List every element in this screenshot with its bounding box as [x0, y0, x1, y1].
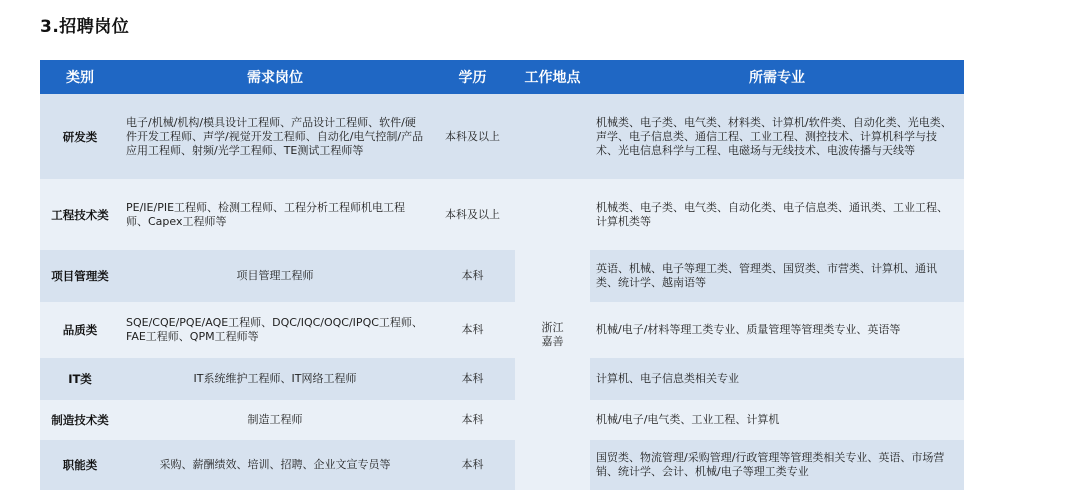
row-position: SQE/CQE/PQE/AQE工程师、DQC/IQC/OQC/IPQC工程师、FAE工程师、QPM工程师等: [120, 302, 430, 358]
recruitment-table: [40, 60, 964, 490]
header-position: 需求岗位: [120, 60, 430, 94]
table-header-row: [40, 60, 964, 94]
row-major: 国贸类、物流管理/采购管理/行政管理等管理类相关专业、英语、市场营销、统计学、会计、机械/电子等理工类专业: [590, 440, 964, 490]
row-education: 本科: [430, 400, 515, 440]
table-row: [40, 94, 964, 179]
location-cell: [515, 179, 590, 490]
row-category: IT类: [40, 358, 120, 400]
header-location: 工作地点: [515, 60, 590, 94]
row-education: 本科: [430, 302, 515, 358]
row-major: 机械/电子/材料等理工类专业、质量管理等管理类专业、英语等: [590, 302, 964, 358]
row-major: 机械/电子/电气类、工业工程、计算机: [590, 400, 964, 440]
table-row: [40, 302, 964, 358]
section-title: 3.招聘岗位: [40, 17, 130, 37]
row-category: 研发类: [40, 94, 120, 179]
row-major: 计算机、电子信息类相关专业: [590, 358, 964, 400]
row-major: 机械类、电子类、电气类、自动化类、电子信息类、通讯类、工业工程、计算机类等: [590, 179, 964, 250]
row-category: 项目管理类: [40, 250, 120, 302]
table-row: [40, 440, 964, 490]
row-position: 制造工程师: [120, 400, 430, 440]
row-position: PE/IE/PIE工程师、检测工程师、工程分析工程师机电工程师、Capex工程师等: [120, 179, 430, 250]
location-blank-cell: [515, 94, 590, 179]
row-education: 本科及以上: [430, 94, 515, 179]
header-major: 所需专业: [590, 60, 964, 94]
row-education: 本科: [430, 358, 515, 400]
table-row: [40, 179, 964, 250]
header-category: 类别: [40, 60, 120, 94]
row-position: 采购、薪酬绩效、培训、招聘、企业文宣专员等: [120, 440, 430, 490]
row-position: 项目管理工程师: [120, 250, 430, 302]
row-position: 电子/机械/机构/模具设计工程师、产品设计工程师、软件/硬件开发工程师、声学/视觉开发工程师、自动化/电气控制/产品应用工程师、射频/光学工程师、TE测试工程师等: [120, 94, 430, 179]
table-row: [40, 400, 964, 440]
row-education: 本科及以上: [430, 179, 515, 250]
header-education: 学历: [430, 60, 515, 94]
row-position: IT系统维护工程师、IT网络工程师: [120, 358, 430, 400]
row-category: 工程技术类: [40, 179, 120, 250]
row-category: 制造技术类: [40, 400, 120, 440]
table-row: [40, 250, 964, 302]
row-education: 本科: [430, 440, 515, 490]
row-major: 机械类、电子类、电气类、材料类、计算机/软件类、自动化类、光电类、声学、电子信息类、通信工程、工业工程、测控技术、计算机科学与技术、光电信息科学与工程、电磁场与无线技术、电波传播与天线等: [590, 94, 964, 179]
row-category: 品质类: [40, 302, 120, 358]
row-education: 本科: [430, 250, 515, 302]
location-text: 浙江嘉善: [541, 320, 564, 348]
row-major: 英语、机械、电子等理工类、管理类、国贸类、市营类、计算机、通讯类、统计学、越南语等: [590, 250, 964, 302]
table-row: [40, 358, 964, 400]
row-category: 职能类: [40, 440, 120, 490]
